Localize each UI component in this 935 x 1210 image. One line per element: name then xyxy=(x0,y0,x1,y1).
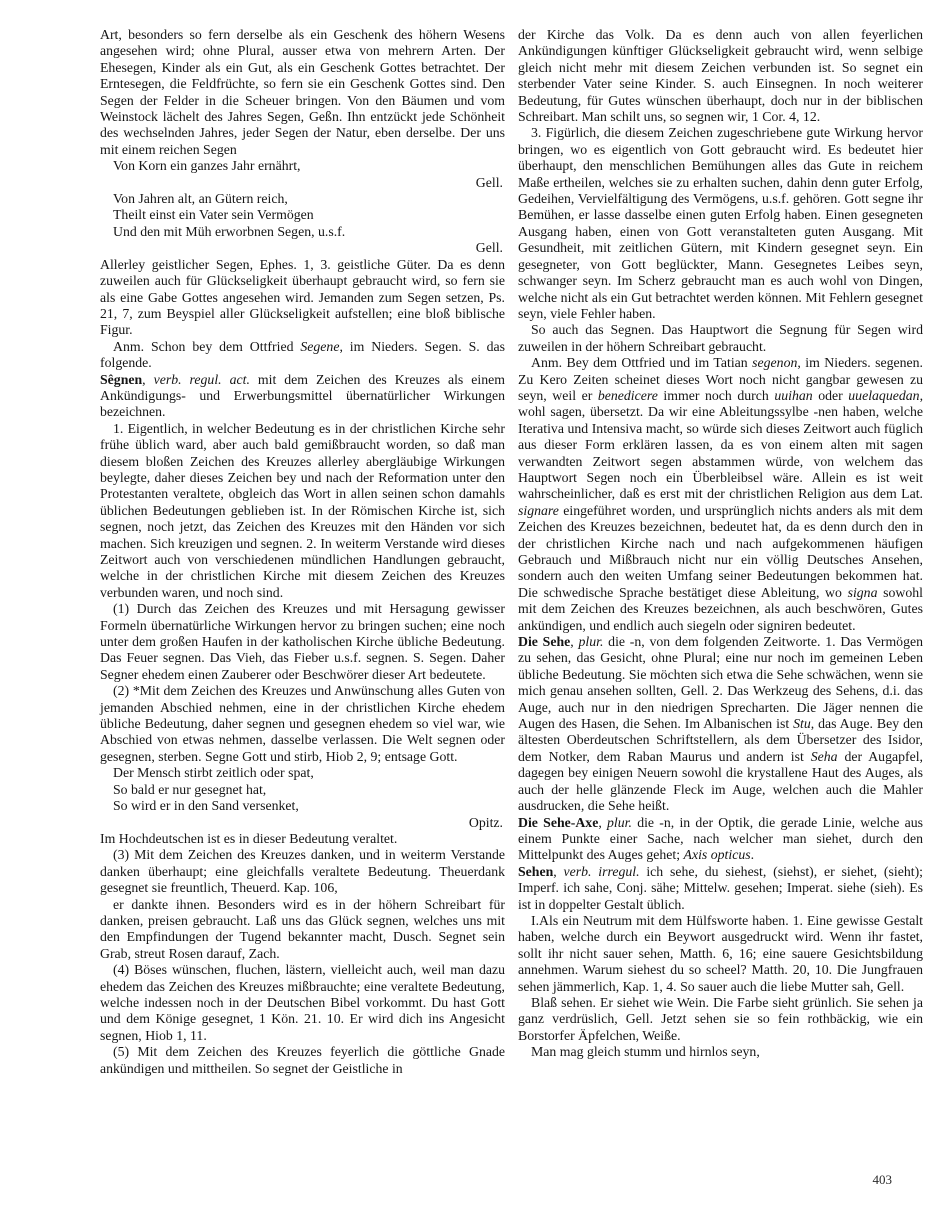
italic-term: plur. xyxy=(578,634,604,650)
text-column-left xyxy=(100,27,505,1077)
text-segment: (1) Durch das Zeichen des Kreuzes und mit Hersagung gewisser Formeln übernatürliche Wirkungen hervor zu bringen suchen; eine noch unter dem großen Haufen in der katholischen Kirche übliche Bedeutung. Das Feuer segnen. Das Vieh, das Fieber u.s.f. segnen. S. Segen. Daher Segner ehedem einen Zauberer oder Beschwörer dieser Art bedeutete. xyxy=(100,601,505,682)
verse-line: Und den mit Müh erworbnen Segen, u.s.f. xyxy=(113,223,346,239)
italic-term: verb. regul. act. xyxy=(153,371,250,387)
dictionary-paragraph xyxy=(100,683,505,765)
dictionary-paragraph xyxy=(100,831,505,847)
italic-term: uuelaquedan xyxy=(848,387,920,403)
italic-term: plur. xyxy=(607,814,632,830)
text-segment: Anm. Bey dem Ottfried und im Tatian xyxy=(531,355,753,371)
dictionary-paragraph xyxy=(518,322,923,355)
dictionary-paragraph xyxy=(100,339,505,372)
dictionary-paragraph xyxy=(100,27,505,158)
text-segment: 1. Eigentlich, in welcher Bedeutung es in der christlichen Kirche sehr frühe üblich ward, aber auch bald gemißbraucht worden, so daß man diesem bloßen Zeichen des Kreuzes allerley abergläubige Wirkungen beylegte, daher dieses Zeichen bey und nach der Reformation unter den Protestanten veraltete, obgleich das Wort in allen seinen schon damahls üblichen Bedeutungen geblieben ist. In der Römischen Kirche ist, sich segnen, noch jetzt, das Zeichen des Kreuzes mit den Händen vor sich machen. Sich kreuzigen und segnen. 2. In weiterm Verstande wird dieses Zeitwort auch von verschiedenen mündlichen Handlungen gebraucht, welche in der christlichen Kirche mit diesem Zeichen des Kreuzes verbunden waren, und noch sind. xyxy=(100,420,505,600)
text-segment: , xyxy=(553,863,564,879)
dictionary-paragraph xyxy=(100,257,505,339)
text-segment: der Augapfel, dagegen bey einigen Neuern sowohl die krystallene Haut des Auges, als auch der helle glänzende Fleck im Auge, welchen auch die Mahler ausdrucken, die Sehe heißt. xyxy=(518,748,923,814)
verse-line: So wird er in den Sand versenket, xyxy=(113,798,299,814)
text-segment: sowohl mit dem Zeichen des Kreuzes bezeichnen, als auch beschwören, Gutes ankündigen, und endlich auch siegeln oder signiren bedeutet. xyxy=(518,584,923,633)
dictionary-paragraph xyxy=(100,372,505,421)
verse-line: Der Mensch stirbt zeitlich oder spat, xyxy=(113,765,314,781)
italic-term: verb. irregul. xyxy=(563,863,640,879)
text-column-right xyxy=(518,27,923,1077)
italic-term: Stu xyxy=(793,716,811,732)
text-segment: Im Hochdeutschen ist es in dieser Bedeutung veraltet. xyxy=(100,830,398,846)
dictionary-paragraph xyxy=(518,995,923,1044)
verse-line: Theilt einst ein Vater sein Vermögen xyxy=(113,207,314,223)
italic-term: signa xyxy=(847,584,878,600)
italic-term: segenon xyxy=(752,355,798,371)
text-segment: , xyxy=(142,371,154,387)
citation-attribution: Gell. xyxy=(475,174,503,190)
text-segment: ich sehe, du siehest, (siehst), er siehet, (sieht); Imperf. ich sahe, Conj. sähe; Mittelw. gesehen; Imperat. siehe (sieh). Es ist in doppelter Gestalt üblich. xyxy=(518,863,923,912)
italic-term: signare xyxy=(518,502,559,518)
dictionary-paragraph xyxy=(518,355,923,634)
dictionary-paragraph xyxy=(100,962,505,1044)
verse-line: So bald er nur gesegnet hat, xyxy=(113,781,267,797)
dictionary-paragraph xyxy=(100,1044,505,1077)
text-segment: der Kirche das Volk. Da es denn auch von allen feyerlichen Ankündigungen künftiger Glückseligkeit gebraucht wird, wenn selbige gleich nicht mehr mit diesem Zeichen verbunden ist. So segnet ein sterbender Vater seine Kinder. S. auch Einsegnen. In noch weiterer Bedeutung, für Gutes wünschen überhaupt, doch nur in der biblischen Schreibart. Man schilt uns, so segnen wir, 1 Cor. 4, 12. xyxy=(518,27,923,125)
text-segment: (3) Mit dem Zeichen des Kreuzes danken, und in weiterm Verstande danken überhaupt; eine gleichfalls veraltete Bedeutung. Theuerdank gesegnet sie freuntlich, Theuerd. Kap. 106, xyxy=(100,847,505,896)
dictionary-paragraph xyxy=(518,913,923,995)
text-segment: oder xyxy=(812,387,849,403)
text-segment: I.Als ein Neutrum mit dem Hülfsworte haben. 1. Eine gewisse Gestalt haben, welche durch ein Beywort ausgedruckt wird. Wenn ihr fastet, sollt ihr nicht sauer sehen, Matth. 6, 16; eine sauere Gesichtsbildung annehmen. Warum siehest du so scheel? Matth. 20, 10. Die Jungfrauen sehen jämmerlich, Kap. 1, 4. So sauer auch die liebe Mutter sah, Gell. xyxy=(518,912,923,994)
text-segment: 3. Figürlich, die diesem Zeichen zugeschriebene gute Wirkung hervor bringen, wo es eigentlich von Gott gebraucht wird. Es bedeutet hier überhaupt, den menschlichen Bemühungen alles das Gute in reichem Maße ertheilen, welches sie zu erhalten suchen, dahin denn guter Erfolg, Gedeihen, Vervielfältigung des Vermögens, u.s.f. gehören. Gott segne ihr Bemühen, er lasse dasselbe einen guten Erfolg haben. Einen gesegneten Ausgang haben, einen von Gott veranstalteten guten Ausgang. Mit Gesundheit, mit zeitlichen Gütern, mit Kindern gesegnet seyn. Ein gesegneter, von Gott beglückter, Mann. Gesegnetes Leibes seyn, schwanger seyn. Im Scherz gebraucht man es auch wohl von Dingen, welche nicht als ein Gut betrachtet werden können. Mit Fehlern gesegnet seyn, viele Fehler haben. xyxy=(518,125,923,321)
text-segment: (5) Mit dem Zeichen des Kreuzes feyerlich die göttliche Gnade ankündigen und mittheilen. So segnet der Geistliche in xyxy=(100,1044,505,1076)
dictionary-paragraph xyxy=(518,27,923,125)
verse-line: Von Korn ein ganzes Jahr ernährt, xyxy=(113,158,301,174)
text-segment: Art, besonders so fern derselbe als ein Geschenk des höhern Wesens angesehen wird; ohne Plural, ausser etwa von mehrern Arten. Der Ehesegen, Kinder als ein Gut, als ein Geschenk Gottes betrachtet. Der Erntesegen, die Feldfrüchte, so fern sie ein Geschenk Gottes sind. Den Segen der Felder in die Scheuer bringen. Von den Bäumen und vom Weinstock lächelt des Jahres Segen, Geßn. Ihn entzückt jede Schönheit des wechselnden Jahres, jeder Segen der Natur, eben derselbe. Der uns mit einem reichen Segen xyxy=(100,27,505,157)
dictionary-paragraph xyxy=(518,815,923,864)
text-segment: die -n, in der Optik, die gerade Linie, welche aus einem Punkte einer Sache, nach welcher man siehet, durch den Mittelpunkt des Auges gehet; xyxy=(518,814,923,863)
text-segment: er dankte ihnen. Besonders wird es in der höhern Schreibart für danken, preisen gebraucht. Laß uns das Glück segnen, welches uns mit den Empfindungen der Tugend bekannter macht, Dusch. Segnet sein Grab, streut Rosen darauf, Zach. xyxy=(100,896,505,961)
dictionary-paragraph xyxy=(518,1044,923,1060)
text-segment: eingeführet worden, und ursprünglich nichts anders als mit dem Zeichen des Kreuzes bezeichnen, bedeutet hat, da es denn durch den in der christlichen Kirche nach und nach aufgekommenen häufigen Gebrauch und Mißbrauch nicht nur ein völlig Deutsches Ansehen, sondern auch den weiten Umfang seiner Bedeutungen bekommen hat. Die schwedische Sprache bestätiget diese Ableitung, wo xyxy=(518,502,923,600)
dictionary-paragraph xyxy=(518,864,923,913)
italic-term: benedicere xyxy=(597,387,658,403)
verse-line: Von Jahren alt, an Gütern reich, xyxy=(113,191,288,207)
text-segment: immer noch durch xyxy=(657,387,775,403)
text-segment: Anm. Schon bey dem Ottfried xyxy=(113,338,301,354)
headword: Sêgnen xyxy=(100,371,143,387)
text-segment: , xyxy=(570,634,579,650)
dictionary-paragraph xyxy=(100,847,505,896)
text-segment: , im Nieders. Segen. S. das folgende. xyxy=(100,338,505,371)
text-segment: (2) *Mit dem Zeichen des Kreuzes und Anwünschung alles Guten von jemanden Abschied nehmen, eine in der christlichen Kirche ehedem übliche Bedeutung, daher segnen und gesegnen ehedem so viel war, wie Abschied von etwas nehmen, dasselbe verlassen. Die Welt segnen oder gesegnen, sterben. Segne Gott und stirb, Hiob 2, 9; entsage Gott. xyxy=(100,683,505,764)
text-segment: Blaß sehen. Er siehet wie Wein. Die Farbe sieht grünlich. Sie sehen ja ganz verdrüslich, Gell. Jetzt sehen sie so fein rothbäckig, wie ein Borstorfer Äpfelchen, Weiße. xyxy=(518,994,923,1043)
dictionary-paragraph xyxy=(100,421,505,601)
text-segment: , das Auge. Bey den ältesten Oberdeutschen Schriftstellern, als dem Übersetzer des Isidor, dem Notker, dem Raban Maurus und andern ist xyxy=(518,716,923,764)
headword: Die Sehe-Axe xyxy=(518,814,599,830)
text-segment: Man mag gleich stumm und hirnlos seyn, xyxy=(531,1044,760,1060)
text-segment: die -n, von dem folgenden Zeitworte. 1. Das Vermögen zu sehen, das Gesicht, ohne Plural; eine nur noch im gemeinen Leben übliche Bedeutung. Sie möchten sich etwa die Sehe schwächen, wenn sie mich genau ansehen sollten, Gell. 2. Das Werkzeug des Sehens, d.i. das Auge, auch nur in den niedrigen Sprecharten. Die Jäger nennen die Augen des Hasen, die Sehen. Im Albanischen ist xyxy=(518,634,924,732)
dictionary-paragraph xyxy=(100,601,505,683)
text-segment: Allerley geistlicher Segen, Ephes. 1, 3. geistliche Güter. Da es denn zuweilen auch für Glückseligkeit überhaupt gebraucht wird, so fern sie als eine Gabe Gottes angesehen wird. Jemanden zum Segen setzen, Ps. 21, 7, zum Beyspiel aller Glückseligkeit aufstellen; eine bloß biblische Figur. xyxy=(100,256,505,338)
text-segment: mit dem Zeichen des Kreuzes als einem Ankündigungs- und Erwerbungsmittel übernatürlicher Wirkungen bezeichnen. xyxy=(100,371,505,420)
italic-term: uuihan xyxy=(774,387,813,403)
dictionary-paragraph xyxy=(100,897,505,963)
text-segment: , wohl sagen, übersetzt. Da wir eine Ableitungssylbe -nen haben, welche Iterativa und Intensiva macht, so würde sich dieses Zeitwort auch füglich aus dieser Form erklären lassen, da es von einem alten mit sagen verwandten Zeitwort segen abstammen würde, von welchem das Hauptwort Segen noch ein Überbleibsel wäre. Allein es ist weit wahrscheinlicher, daß es erst mit der christlichen Religion aus dem Lat. xyxy=(518,387,924,502)
italic-term: Seha xyxy=(810,748,838,764)
page-number: 403 xyxy=(872,1172,892,1187)
citation-attribution: Opitz. xyxy=(468,814,503,830)
text-segment: . xyxy=(750,847,755,863)
text-segment: , xyxy=(598,814,608,830)
text-segment: , im Nieders. segenen. Zu Kero Zeiten scheinet dieses Wort noch nicht gangbar gewesen zu seyn, weil er xyxy=(518,355,923,403)
text-columns xyxy=(100,27,923,1077)
dictionary-paragraph xyxy=(518,634,923,814)
citation-attribution: Gell. xyxy=(475,240,503,256)
headword: Die Sehe xyxy=(518,634,571,650)
headword: Sehen xyxy=(518,863,554,879)
text-segment: (4) Böses wünschen, fluchen, lästern, vielleicht auch, weil man dazu ehedem das Zeichen des Kreuzes mißbrauchte; eine veraltete Bedeutung, welche indessen noch in der Deutschen Bibel vorkommt. Du hast Gott und dem Könige gesegnet, 1 Kön. 21. 10. Er wird dich ins Angesicht segnen, Hiob 1, 11. xyxy=(100,962,505,1043)
italic-term: Axis opticus xyxy=(683,847,751,863)
italic-term: Segene xyxy=(300,338,340,354)
dictionary-paragraph xyxy=(518,125,923,322)
text-segment: So auch das Segnen. Das Hauptwort die Segnung für Segen wird zuweilen in der höhern Schreibart gebraucht. xyxy=(518,322,923,354)
